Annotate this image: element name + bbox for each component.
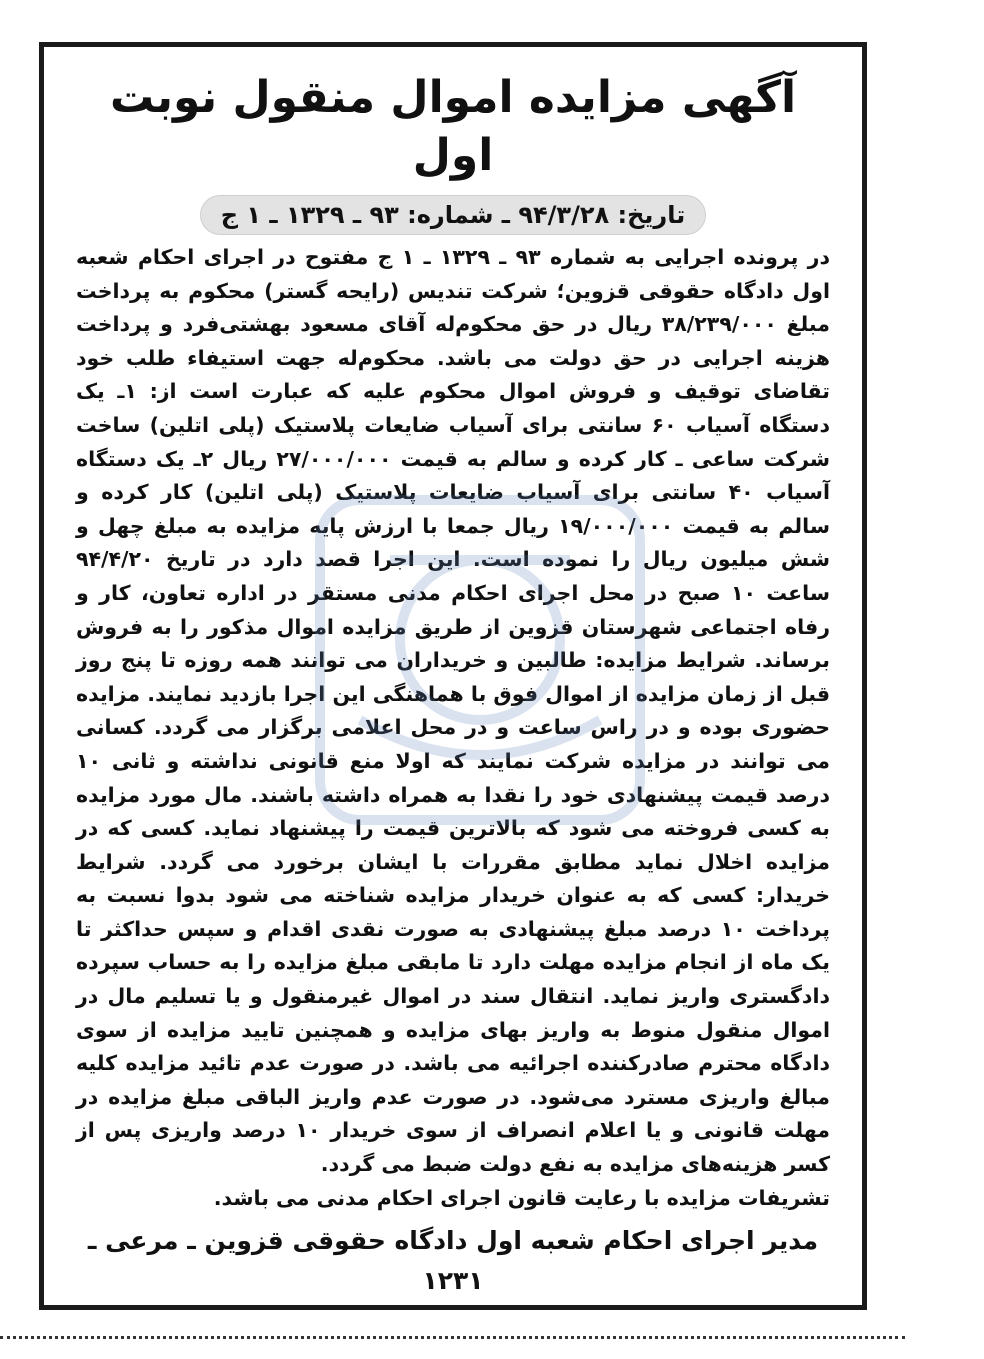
notice-title: آگهی مزایده اموال منقول نوبت اول <box>109 72 797 181</box>
date-line-wrapper <box>76 195 830 235</box>
notice-body: در پرونده اجرایی به شماره ۹۳ ـ ۱۳۲۹ ـ ۱ ج مفتوح در اجرای احکام شعبه اول دادگاه حقوقی قزوین؛ شرکت تندیس (رایحه گستر) محکوم به پرداخت مبلغ ۳۸/۲۳۹/۰۰۰ ریال در حق محکوم‌له آقای مسعود بهشتی‌فرد و پرداخت هزینه اجرایی در حق دولت می باشد. محکوم‌له جهت استیفاء طلب خود تقاضای توقیف و فروش اموال محکوم علیه که عبارت است از: ۱ـ یک دستگاه آسیاب ۶۰ سانتی برای آسیاب ضایعات پلاستیک (پلی اتلین) ساخت شرکت ساعی ـ کار کرده و سالم به قیمت ۲۷/۰۰۰/۰۰۰ ریال ۲ـ یک دستگاه آسیاب ۴۰ سانتی برای آسیاب ضایعات پلاستیک (پلی اتلین) کار کرده و سالم به قیمت ۱۹/۰۰۰/۰۰۰ ریال جمعا با ارزش پایه مزایده به مبلغ چهل و شش میلیون ریال را نموده است. این اجرا قصد دارد در تاریخ ۹۴/۴/۲۰ ساعت ۱۰ صبح در محل اجرای احکام مدنی مستقر در اداره تعاون، کار و رفاه اجتماعی شهرستان قزوین از طریق مزایده اموال مذکور را به فروش برساند. شرایط مزایده: طالبین و خریداران می توانند همه روزه تا پنج روز قبل از زمان مزایده از اموال فوق با هماهنگی این اجرا بازدید نمایند. مزایده حضوری بوده و در راس ساعت و در محل اعلامی برگزار می گردد. کسانی می توانند در مزایده شرکت نمایند که اولا منع قانونی نداشته و ثانی ۱۰ درصد قیمت پیشنهادی خود را نقدا به همراه داشته باشند. مال مورد مزایده به کسی فروخته می شود که بالاترین قیمت را پیشنهاد نماید. کسی که در مزایده اخلال نماید مطابق مقررات با ایشان برخورد می گردد. شرایط خریدار: کسی که به عنوان خریدار مزایده شناخته می شود بدوا نسبت به پرداخت ۱۰ درصد مبلغ پیشنهادی به صورت نقدی اقدام و سپس حداکثر تا یک ماه از انجام مزایده مهلت دارد تا مابقی مبلغ مزایده را به حساب سپرده دادگستری واریز نماید. انتقال سند در اموال غیرمنقول و یا تسلیم مال در اموال منقول منوط به واریز بهای مزایده و همچنین تایید مزایده از سوی دادگاه محترم صادرکننده اجرائیه می باشد. در صورت عدم تائید مزایده کلیه مبالغ واریزی مسترد می‌شود. در صورت عدم واریز الباقی مبلغ مزایده در مهلت قانونی و یا اعلام انصراف از سوی خریدار ۱۰ درصد واریزی پس از کسر هزینه‌های مزایده به نفع دولت ضبط می گردد. <box>76 245 831 1177</box>
notice-frame <box>39 42 867 1310</box>
notice-closing-line: تشریفات مزایده با رعایت قانون اجرای احکام مدنی می باشد. <box>213 1185 830 1210</box>
bottom-dotted-divider <box>0 1336 905 1339</box>
date-number-badge: تاریخ: ۹۴/۳/۲۸ ـ شماره: ۹۳ ـ ۱۳۲۹ ـ ۱ ج <box>200 195 707 235</box>
notice-signature: مدیر اجرای احکام شعبه اول دادگاه حقوقی قزوین ـ مرعی ـ ۱۲۳۱ <box>87 1226 819 1296</box>
